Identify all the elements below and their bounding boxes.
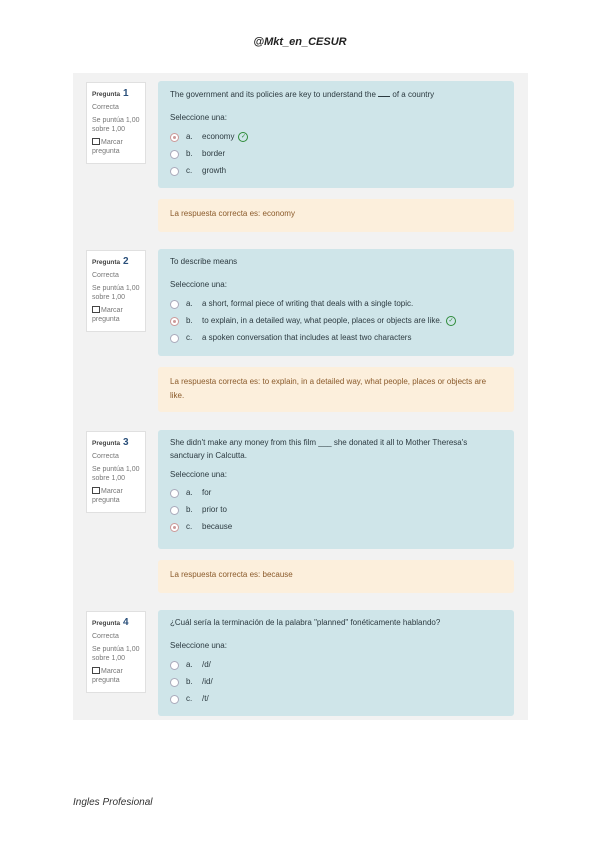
option-a[interactable]: a. /d/ xyxy=(170,657,502,674)
question-prompt: ¿Cuál sería la terminación de la palabra "planned" fonéticamente hablando? xyxy=(170,618,441,627)
question-card-1 xyxy=(158,81,514,188)
page-header: @Mkt_en_CESUR xyxy=(253,36,347,48)
select-label: Seleccione una: xyxy=(170,640,227,650)
radio[interactable] xyxy=(170,506,179,515)
question-prompt: To describe means xyxy=(170,257,238,266)
question-info-3 xyxy=(86,431,146,513)
radio-checked[interactable] xyxy=(170,133,179,142)
question-card-2 xyxy=(158,249,514,356)
question-info-1 xyxy=(86,82,146,164)
question-info-2 xyxy=(86,250,146,332)
question-prompt: She didn't make any money from this film ___ she donated it all to Mother Theresa's sanctuary in Calcutta. xyxy=(170,438,468,460)
option-a[interactable]: a. a short, formal piece of writing that deals with a single topic. xyxy=(170,296,502,313)
flag-icon xyxy=(92,667,100,674)
option-c[interactable]: c. growth xyxy=(170,163,502,180)
question-number: Pregunta 1 xyxy=(92,88,129,99)
question-score: Se puntúa 1,00 sobre 1,00 xyxy=(92,116,140,134)
question-number: Pregunta 2 xyxy=(92,256,129,267)
question-number: Pregunta 3 xyxy=(92,437,129,448)
option-c[interactable]: c. a spoken conversation that includes at least two characters xyxy=(170,330,502,347)
question-prompt: The government and its policies are key to understand the of a country xyxy=(170,90,435,99)
question-score: Se puntúa 1,00 sobre 1,00 xyxy=(92,645,140,663)
option-a[interactable]: a. for xyxy=(170,485,502,502)
flag-icon xyxy=(92,487,100,494)
select-label: Seleccione una: xyxy=(170,469,227,479)
flag-icon xyxy=(92,306,100,313)
option-b[interactable]: b. to explain, in a detailed way, what people, places or objects are like. ✓ xyxy=(170,313,502,330)
radio-checked[interactable] xyxy=(170,317,179,326)
radio[interactable] xyxy=(170,695,179,704)
radio[interactable] xyxy=(170,661,179,670)
option-b[interactable]: b. /id/ xyxy=(170,674,502,691)
answer-blank xyxy=(378,88,390,97)
question-card-3 xyxy=(158,430,514,549)
select-label: Seleccione una: xyxy=(170,112,227,122)
correct-check-icon: ✓ xyxy=(238,132,248,142)
radio-checked[interactable] xyxy=(170,523,179,532)
correct-check-icon: ✓ xyxy=(446,316,456,326)
question-status: Correcta xyxy=(92,632,119,640)
question-score: Se puntúa 1,00 sobre 1,00 xyxy=(92,465,140,483)
flag-question-link[interactable]: Marcar pregunta xyxy=(92,138,123,156)
flag-question-link[interactable]: Marcar pregunta xyxy=(92,667,123,685)
select-label: Seleccione una: xyxy=(170,279,227,289)
feedback-2: La respuesta correcta es: to explain, in a detailed way, what people, places or objects are like. xyxy=(158,367,514,412)
flag-question-link[interactable]: Marcar pregunta xyxy=(92,487,123,505)
radio[interactable] xyxy=(170,334,179,343)
feedback-3: La respuesta correcta es: because xyxy=(158,560,514,593)
question-status: Correcta xyxy=(92,103,119,111)
radio[interactable] xyxy=(170,150,179,159)
page-footer: Ingles Profesional xyxy=(73,797,153,808)
question-info-4 xyxy=(86,611,146,693)
option-b[interactable]: b. prior to xyxy=(170,502,502,519)
radio[interactable] xyxy=(170,167,179,176)
radio[interactable] xyxy=(170,300,179,309)
question-card-4 xyxy=(158,610,514,716)
radio[interactable] xyxy=(170,489,179,498)
question-status: Correcta xyxy=(92,271,119,279)
radio[interactable] xyxy=(170,678,179,687)
question-score: Se puntúa 1,00 sobre 1,00 xyxy=(92,284,140,302)
option-c[interactable]: c. because xyxy=(170,519,502,536)
question-number: Pregunta 4 xyxy=(92,617,129,628)
question-status: Correcta xyxy=(92,452,119,460)
feedback-1: La respuesta correcta es: economy xyxy=(158,199,514,232)
option-a[interactable]: a. economy ✓ xyxy=(170,129,502,146)
flag-icon xyxy=(92,138,100,145)
option-b[interactable]: b. border xyxy=(170,146,502,163)
flag-question-link[interactable]: Marcar pregunta xyxy=(92,306,123,324)
option-c[interactable]: c. /t/ xyxy=(170,691,502,708)
